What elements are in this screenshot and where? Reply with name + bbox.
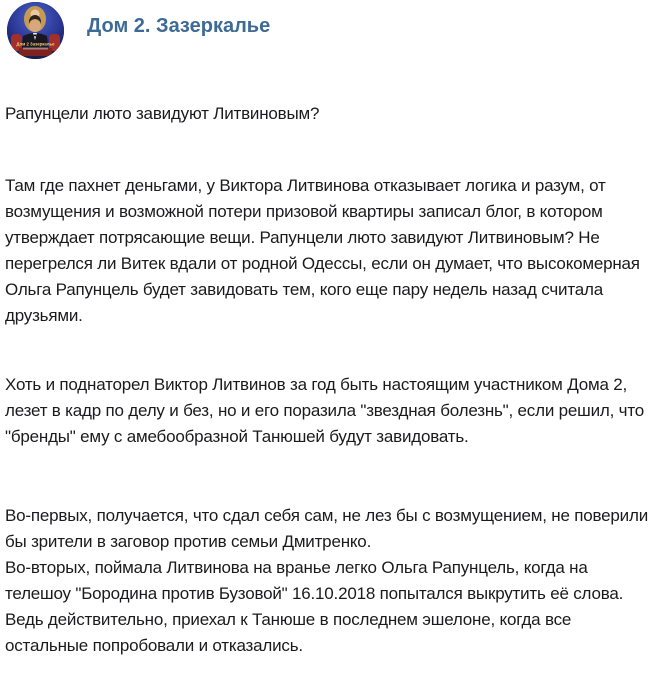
avatar-image — [7, 2, 64, 59]
community-name-link[interactable]: Дом 2. Зазеркалье — [87, 15, 271, 37]
post-paragraph: Во-первых, получается, что сдал себя сам, не лез бы с возмущением, не поверили бы зрители в заговор против семьи Дмитренко. Во-вторых, поймала Литвинова на вранье легко Ольга Рапунцель, когда на телешоу "Бородина против Бузовой" 16.10.2018 попытался выкрутить её слова. Ведь действительно, приехал к Танюше в последнем эшелоне, когда все остальные попробовали и отказались. — [5, 506, 648, 655]
post-paragraph: Там где пахнет деньгами, у Виктора Литвинова отказывает логика и разум, от возмущения и возможной потери призовой квартиры записал блог, в котором утверждает потрясающие вещи. Рапунцели люто завидуют Литвиновым? Не перегрелся ли Витек вдали от родной Одессы, если он думает, что высокомерная Ольга Рапунцель будет завидовать тем, кого еще пару недель назад считала друзьями. — [5, 176, 640, 325]
post-paragraph: Рапунцели люто завидуют Литвиновым? — [5, 104, 320, 123]
post-paragraph: Хоть и поднаторел Виктор Литвинов за год быть настоящим участником Дома 2, лезет в кадр по делу и без, но и его поразила "звездная болезнь", если решил, что "бренды" ему с амебообразной Танюшей будут завидовать. — [5, 375, 644, 446]
post-header — [0, 0, 670, 59]
avatar-overlay-text: Дом 2 Зазеркалье — [16, 41, 55, 47]
community-avatar[interactable] — [7, 2, 64, 59]
post-text — [0, 75, 670, 685]
